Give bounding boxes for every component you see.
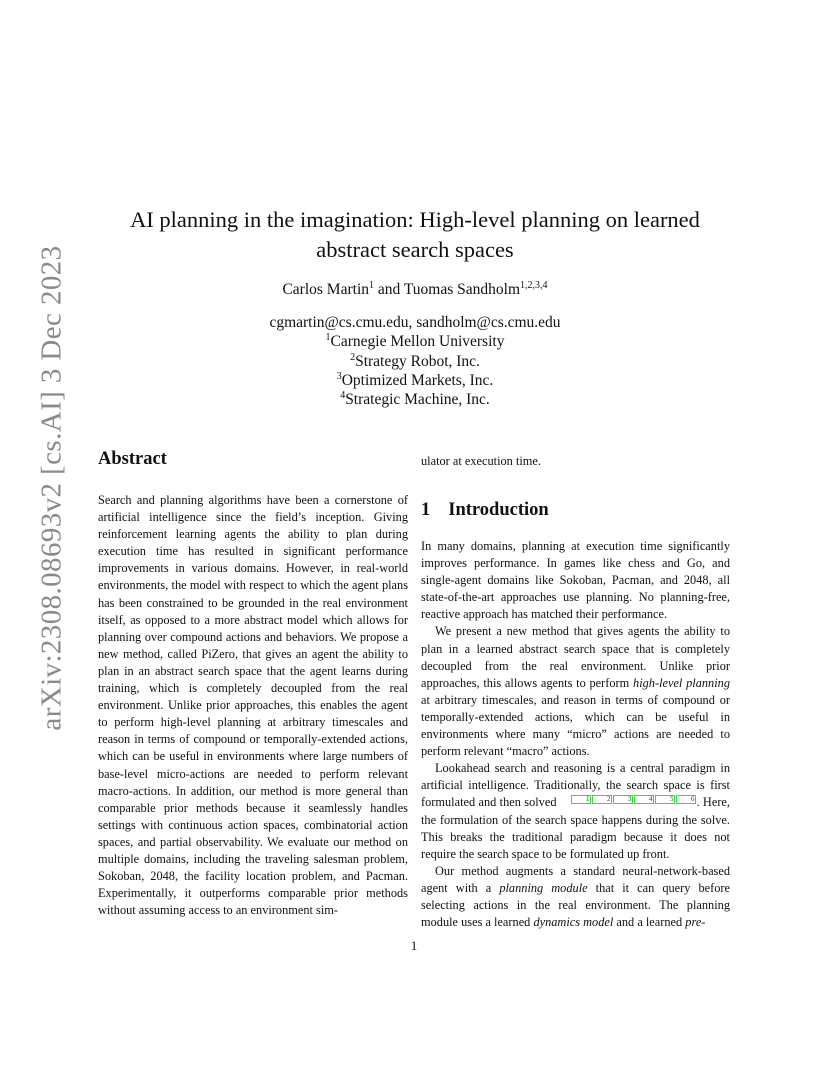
affiliation-line bbox=[150, 352, 680, 371]
text-run: Lookahead search and reasoning is a central paradigm in artificial intelligence. Traditionally, the search space is first formulated and then solved bbox=[421, 761, 730, 810]
author-affiliation-mark: 1,2,3,4 bbox=[520, 280, 548, 291]
citation-link[interactable]: 3 bbox=[613, 795, 634, 804]
text-run: We present a new method that gives agents the ability to plan in a learned abstract search space that is completely decoupled from the real environment. Unlike prior approaches, this allows agents to perform bbox=[421, 624, 730, 690]
affiliation-line bbox=[150, 371, 680, 390]
author-emails: cgmartin@cs.cmu.edu, sandholm@cs.cmu.edu bbox=[269, 314, 561, 331]
text-run: . Here, the formulation of the search space happens during the solve. This breaks the traditional paradigm because it does not require the search space to be formulated up front. bbox=[421, 795, 730, 861]
abstract-heading: Abstract bbox=[98, 449, 167, 469]
affiliation-name: Strategy Robot, Inc. bbox=[355, 352, 480, 370]
citation-group bbox=[557, 794, 697, 811]
emphasis: pre- bbox=[685, 915, 706, 930]
abstract-body bbox=[98, 492, 408, 919]
citation-link[interactable]: 1 bbox=[571, 795, 592, 804]
paper-title bbox=[80, 205, 750, 265]
affiliation-line bbox=[150, 332, 680, 351]
introduction-body bbox=[421, 538, 730, 931]
intro-paragraph-1: In many domains, planning at execution time significantly improves performance. In games like chess and Go, and single-agent domains like Sokoban, Pacman, and 2048, all state-of-the-art approaches use planning. No planning-free, reactive approach has matched their performance. bbox=[421, 539, 730, 622]
text-run: at arbitrary timescales, and reason in terms of compound or temporally-extended actions, which can be useful in environments where many “micro” actions are needed to perform relevant “macro” actions. bbox=[421, 692, 730, 759]
author-conjunction: and bbox=[377, 281, 401, 298]
intro-paragraph-3 bbox=[421, 760, 730, 863]
affiliation-name: Optimized Markets, Inc. bbox=[341, 371, 494, 389]
author-name: Tuomas Sandholm bbox=[403, 281, 521, 298]
emphasis: dynamics model bbox=[533, 915, 614, 930]
emphasis: high-level planning bbox=[633, 675, 730, 690]
intro-paragraph-2 bbox=[421, 623, 730, 760]
affiliation-line bbox=[150, 390, 680, 409]
section-title: Introduction bbox=[448, 500, 549, 520]
page-number: 1 bbox=[410, 938, 418, 953]
abstract-continuation: ulator at execution time. bbox=[421, 454, 541, 468]
affiliation-name: Strategic Machine, Inc. bbox=[345, 391, 490, 409]
author-name: Carlos Martin bbox=[282, 281, 369, 298]
affiliations-block bbox=[150, 313, 680, 409]
intro-paragraph-4 bbox=[421, 863, 730, 931]
text-run: that it can query before selecting actions in the real environment. The planning module uses a learned bbox=[421, 880, 730, 930]
section-number: 1 bbox=[421, 500, 431, 520]
emphasis: planning module bbox=[499, 880, 588, 895]
text-run: Our method augments a standard neural-network-based agent with a bbox=[421, 863, 730, 895]
text-run: and a learned bbox=[616, 915, 683, 930]
affiliation-name: Carnegie Mellon University bbox=[330, 333, 505, 351]
citation-link[interactable]: 4 bbox=[634, 795, 655, 804]
affiliation-mark: 2 bbox=[350, 351, 356, 363]
arxiv-identifier: arXiv:2308.08693v2 [cs.AI] 3 Dec 2023 bbox=[35, 245, 68, 731]
citation-link[interactable]: 6 bbox=[676, 795, 697, 804]
author-affiliation-mark: 1 bbox=[369, 280, 374, 291]
affiliation-mark: 1 bbox=[325, 332, 331, 344]
title-line-1: AI planning in the imagination: High-level planning on learned bbox=[130, 207, 700, 232]
introduction-heading bbox=[421, 500, 549, 521]
author-list bbox=[150, 281, 680, 299]
affiliation-mark: 3 bbox=[336, 370, 342, 382]
title-line-2: abstract search spaces bbox=[316, 237, 514, 262]
affiliation-mark: 4 bbox=[340, 390, 346, 402]
citation-link[interactable]: 5 bbox=[655, 795, 676, 804]
abstract-paragraph: Search and planning algorithms have been a cornerstone of artificial intelligence since the field’s inception. Giving reinforcement learning agents the ability to plan during execution time has resulted in significant performance improvements in various domains. However, in real-world environments, the model with respect to which the agent plans has been constrained to be grounded in the real environment itself, as opposed to a more abstract model which allows for planning over compound actions and behaviors. We propose a new method, called PiZero, that gives an agent the ability to plan in an abstract search space that the agent learns during training, which is completely decoupled from the real environment. Unlike prior approaches, this enables the agent to perform high-level planning at arbitrary timescales and reason in terms of compound or temporally-extended actions, which can be useful in environments where large numbers of base-level micro-actions are needed to perform relevant macro-actions. In addition, our method is more general than comparable prior methods because it seamlessly handles settings with continuous action spaces, combinatorial action spaces, and partial observability. We evaluate our method on multiple domains, including the traveling salesman problem, Sokoban, 2048, the facility location problem, and Pacman. Experimentally, it outperforms comparable prior methods without assuming access to an environment sim- bbox=[98, 493, 408, 918]
citation-link[interactable]: 2 bbox=[592, 795, 613, 804]
